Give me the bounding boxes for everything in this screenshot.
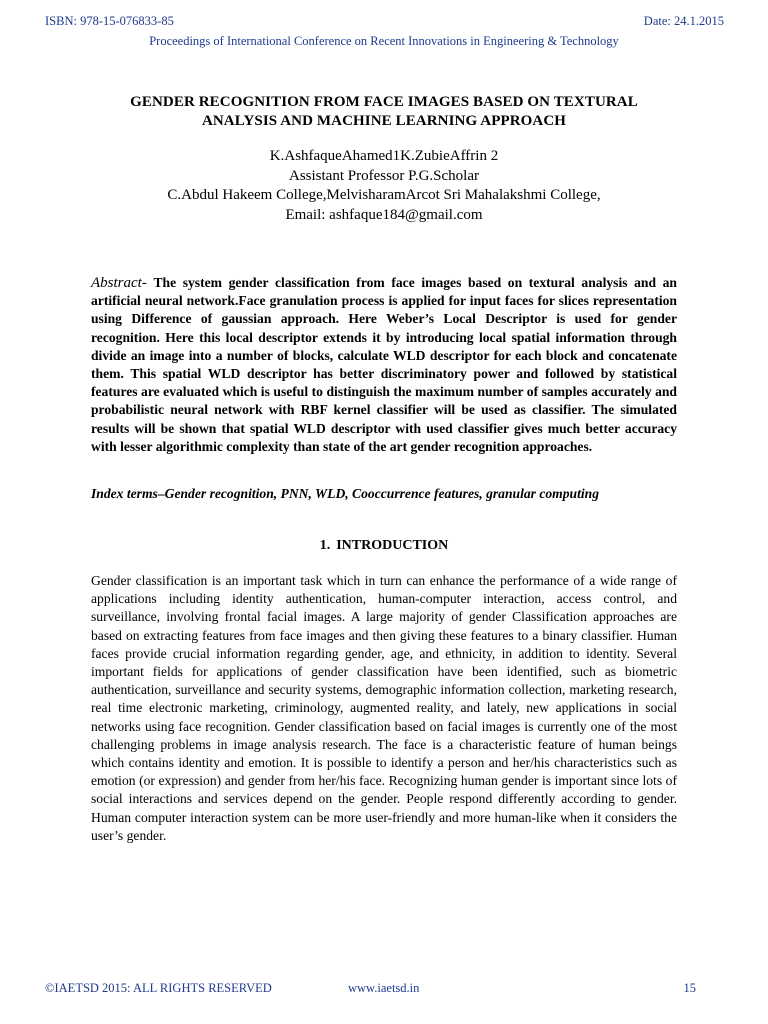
- abstract: [91, 274, 677, 456]
- paper-title-line-2: ANALYSIS AND MACHINE LEARNING APPROACH: [201, 113, 567, 129]
- paper-title: [60, 93, 708, 131]
- author-email: Email: ashfaque184@gmail.com: [285, 206, 483, 223]
- abstract-text: The system gender classification from face images based on textural analysis and an artificial neural network.Face granulation process is applied for input faces for slices representation using Difference of gaussian approach. Here Weber’s Local Descriptor is used for gender recognition. Here this local descriptor extends it by introducing local spatial information through divide an image into a number of blocks, calculate WLD descriptor for each block and concatenate them. This spatial WLD descriptor has better discriminatory power and followed by statistical features are evaluated which is useful to distinguish the maximum number of samples accurately and probabilistic neural network with RBF kernel classifier will be used as classifier. The simulated results will be shown that spatial WLD descriptor with used classifier gives much better accuracy with lesser algorithmic complexity than state of the art gender recognition approaches.: [91, 275, 677, 454]
- section-title: INTRODUCTION: [336, 538, 449, 553]
- section-number: 1.: [319, 538, 331, 553]
- date-label: Date: 24.1.2015: [643, 14, 724, 28]
- section-heading-introduction: [0, 537, 768, 555]
- paper-title-line-1: GENDER RECOGNITION FROM FACE IMAGES BASED ON TEXTURAL: [130, 94, 638, 110]
- author-affiliations: C.Abdul Hakeem College,MelvisharamArcot Sri Mahalakshmi College,: [167, 187, 601, 203]
- footer-copyright: ©IAETSD 2015: ALL RIGHTS RESERVED: [45, 981, 272, 995]
- author-roles: Assistant Professor P.G.Scholar: [289, 167, 479, 184]
- isbn-label: ISBN: 978-15-076833-85: [45, 14, 174, 28]
- footer-website-link[interactable]: www.iaetsd.in: [348, 981, 420, 995]
- page-number: 15: [683, 981, 696, 995]
- proceedings-header: Proceedings of International Conference on Recent Innovations in Engineering & Technology: [149, 34, 619, 48]
- abstract-label: Abstract-: [91, 275, 147, 291]
- index-terms: Index terms–Gender recognition, PNN, WLD, Cooccurrence features, granular computing: [91, 486, 600, 501]
- author-names: K.AshfaqueAhamed1K.ZubieAffrin 2: [269, 148, 499, 164]
- author-block: [40, 147, 728, 225]
- introduction-paragraph: Gender classification is an important task which in turn can enhance the performance of a wide range of applications including identity authentication, human-computer interaction, access control, and surveillance, involving frontal facial images. A large majority of gender Classification approaches are based on extracting features from face images and then giving these features to a binary classifier. Human faces provide crucial information regarding gender, age, and ethnicity, in addition to identity. Several important fields for applications of gender classification have been identified, such as biometric authentication, surveillance and security systems, demographic information collection, marketing research, real time electronic marketing, criminology, augmented reality, and lately, new applications in social networks using face recognition. Gender classification based on facial images is currently one of the most challenging problems in image analysis research. The face is a characteristic feature of human beings which contains identity and emotion. It is possible to identify a person and her/his characteristics such as emotion (or expression) and gender from her/his face. Recognizing human gender is important since lots of social interactions and services depend on the gender. People respond differently according to gender. Human computer interaction system can be more user-friendly and more human-like when it considers the user’s gender.: [91, 573, 677, 843]
